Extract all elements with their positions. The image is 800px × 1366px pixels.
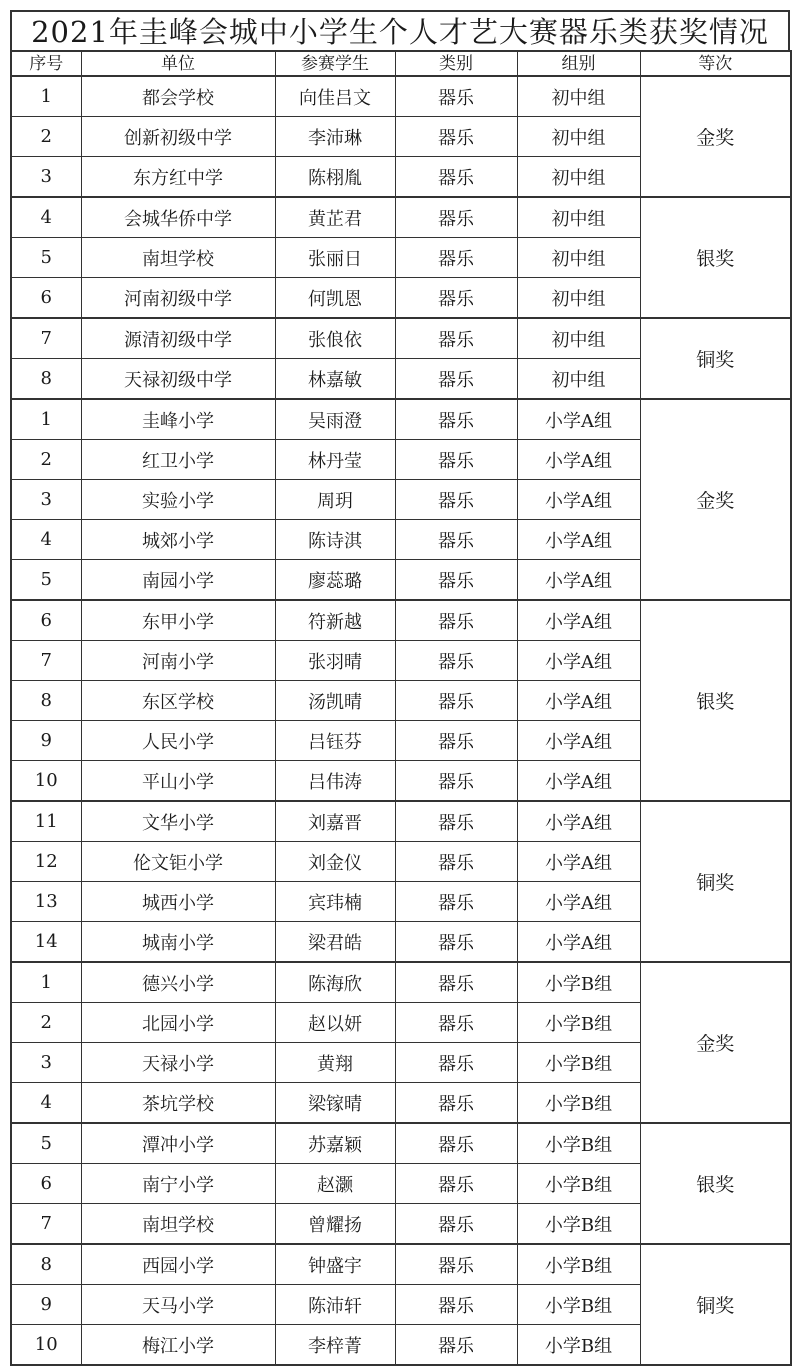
row-student: 梁镓晴 [275,1083,395,1124]
row-student: 刘金仪 [275,842,395,882]
row-group: 小学B组 [517,962,640,1003]
table-row [11,962,791,1003]
row-student: 陈沛轩 [275,1285,395,1325]
row-group: 初中组 [517,157,640,198]
row-unit: 天禄小学 [81,1043,275,1083]
row-category: 器乐 [395,1285,517,1325]
row-unit: 茶坑学校 [81,1083,275,1124]
row-category: 器乐 [395,318,517,359]
row-student: 张丽日 [275,238,395,278]
row-index: 1 [11,76,81,117]
row-student: 张俍依 [275,318,395,359]
row-student: 梁君皓 [275,922,395,963]
row-group: 小学A组 [517,681,640,721]
row-student: 赵以妍 [275,1003,395,1043]
row-category: 器乐 [395,1244,517,1285]
row-category: 器乐 [395,882,517,922]
row-category: 器乐 [395,600,517,641]
row-group: 小学B组 [517,1043,640,1083]
row-category: 器乐 [395,520,517,560]
row-student: 周玥 [275,480,395,520]
row-student: 宾玮楠 [275,882,395,922]
row-index: 4 [11,197,81,238]
row-student: 吕伟涛 [275,761,395,802]
row-group: 小学B组 [517,1083,640,1124]
header-student: 参赛学生 [275,51,395,76]
award-cell: 铜奖 [640,801,791,962]
row-student: 黄芷君 [275,197,395,238]
row-index: 7 [11,1204,81,1245]
row-student: 苏嘉颖 [275,1123,395,1164]
row-unit: 河南小学 [81,641,275,681]
row-category: 器乐 [395,1204,517,1245]
header-index: 序号 [11,51,81,76]
row-index: 2 [11,117,81,157]
row-student: 吴雨澄 [275,399,395,440]
row-index: 3 [11,1043,81,1083]
row-index: 6 [11,600,81,641]
row-group: 小学A组 [517,480,640,520]
row-student: 吕钰芬 [275,721,395,761]
row-student: 陈海欣 [275,962,395,1003]
row-group: 小学A组 [517,600,640,641]
table-row [11,76,791,117]
row-unit: 潭冲小学 [81,1123,275,1164]
row-student: 廖蕊璐 [275,560,395,601]
row-index: 11 [11,801,81,842]
row-group: 小学A组 [517,399,640,440]
row-category: 器乐 [395,922,517,963]
row-group: 初中组 [517,238,640,278]
row-group: 初中组 [517,197,640,238]
row-group: 小学B组 [517,1164,640,1204]
row-index: 10 [11,1325,81,1366]
header-award: 等次 [640,51,791,76]
row-index: 7 [11,641,81,681]
row-unit: 创新初级中学 [81,117,275,157]
award-cell: 银奖 [640,600,791,801]
award-sheet [10,10,790,1366]
table-row [11,318,791,359]
row-index: 1 [11,399,81,440]
row-index: 8 [11,359,81,400]
row-group: 初中组 [517,117,640,157]
row-student: 刘嘉晋 [275,801,395,842]
row-index: 5 [11,560,81,601]
row-group: 小学A组 [517,801,640,842]
row-unit: 城西小学 [81,882,275,922]
row-category: 器乐 [395,1164,517,1204]
row-unit: 南坦学校 [81,238,275,278]
row-unit: 人民小学 [81,721,275,761]
row-student: 张羽晴 [275,641,395,681]
row-group: 小学B组 [517,1244,640,1285]
page-title: 2021年圭峰会城中小学生个人才艺大赛器乐类获奖情况 [10,10,790,50]
row-group: 小学A组 [517,842,640,882]
row-group: 小学A组 [517,520,640,560]
row-unit: 源清初级中学 [81,318,275,359]
row-unit: 南宁小学 [81,1164,275,1204]
row-category: 器乐 [395,1083,517,1124]
row-index: 8 [11,681,81,721]
row-index: 10 [11,761,81,802]
row-unit: 北园小学 [81,1003,275,1043]
row-index: 2 [11,1003,81,1043]
row-index: 9 [11,721,81,761]
row-index: 1 [11,962,81,1003]
row-student: 赵灏 [275,1164,395,1204]
row-group: 小学B组 [517,1285,640,1325]
row-student: 黄翔 [275,1043,395,1083]
row-category: 器乐 [395,761,517,802]
row-group: 初中组 [517,318,640,359]
table-row [11,399,791,440]
row-category: 器乐 [395,278,517,319]
row-unit: 南园小学 [81,560,275,601]
header-group: 组别 [517,51,640,76]
row-index: 9 [11,1285,81,1325]
row-group: 小学B组 [517,1204,640,1245]
row-student: 林丹莹 [275,440,395,480]
row-group: 小学A组 [517,882,640,922]
header-row [11,51,791,76]
row-index: 8 [11,1244,81,1285]
award-cell: 银奖 [640,197,791,318]
row-group: 小学B组 [517,1325,640,1366]
row-unit: 天马小学 [81,1285,275,1325]
award-cell: 金奖 [640,76,791,197]
row-unit: 都会学校 [81,76,275,117]
row-category: 器乐 [395,76,517,117]
row-category: 器乐 [395,197,517,238]
row-group: 初中组 [517,278,640,319]
row-category: 器乐 [395,359,517,400]
row-category: 器乐 [395,480,517,520]
row-group: 小学B组 [517,1123,640,1164]
row-category: 器乐 [395,721,517,761]
row-index: 12 [11,842,81,882]
row-student: 陈栩胤 [275,157,395,198]
award-cell: 金奖 [640,399,791,600]
row-student: 钟盛宇 [275,1244,395,1285]
table-row [11,1244,791,1285]
row-unit: 南坦学校 [81,1204,275,1245]
row-group: 小学A组 [517,922,640,963]
row-index: 14 [11,922,81,963]
row-unit: 东方红中学 [81,157,275,198]
row-unit: 梅江小学 [81,1325,275,1366]
row-student: 李梓菁 [275,1325,395,1366]
row-unit: 德兴小学 [81,962,275,1003]
row-index: 5 [11,1123,81,1164]
row-category: 器乐 [395,440,517,480]
row-index: 7 [11,318,81,359]
row-unit: 东区学校 [81,681,275,721]
row-index: 13 [11,882,81,922]
row-unit: 实验小学 [81,480,275,520]
row-category: 器乐 [395,801,517,842]
row-student: 何凯恩 [275,278,395,319]
header-category: 类别 [395,51,517,76]
row-category: 器乐 [395,842,517,882]
row-student: 林嘉敏 [275,359,395,400]
row-group: 小学A组 [517,721,640,761]
row-group: 初中组 [517,76,640,117]
row-unit: 平山小学 [81,761,275,802]
row-student: 曾耀扬 [275,1204,395,1245]
row-group: 小学B组 [517,1003,640,1043]
award-cell: 铜奖 [640,1244,791,1365]
row-group: 初中组 [517,359,640,400]
table-body [11,76,791,1365]
table-row [11,1123,791,1164]
row-index: 2 [11,440,81,480]
table-row [11,801,791,842]
row-unit: 红卫小学 [81,440,275,480]
table-row [11,600,791,641]
row-category: 器乐 [395,681,517,721]
row-student: 陈诗淇 [275,520,395,560]
award-cell: 银奖 [640,1123,791,1244]
row-category: 器乐 [395,1043,517,1083]
row-group: 小学A组 [517,560,640,601]
row-unit: 圭峰小学 [81,399,275,440]
row-unit: 城南小学 [81,922,275,963]
row-group: 小学A组 [517,641,640,681]
row-unit: 城郊小学 [81,520,275,560]
table-row [11,197,791,238]
row-category: 器乐 [395,238,517,278]
row-student: 符新越 [275,600,395,641]
row-unit: 西园小学 [81,1244,275,1285]
awards-table [10,50,792,1366]
row-category: 器乐 [395,399,517,440]
row-category: 器乐 [395,157,517,198]
row-category: 器乐 [395,1325,517,1366]
row-group: 小学A组 [517,440,640,480]
row-index: 5 [11,238,81,278]
row-unit: 河南初级中学 [81,278,275,319]
row-unit: 天禄初级中学 [81,359,275,400]
row-student: 向佳吕文 [275,76,395,117]
row-index: 4 [11,1083,81,1124]
row-index: 6 [11,1164,81,1204]
row-unit: 东甲小学 [81,600,275,641]
row-unit: 会城华侨中学 [81,197,275,238]
row-unit: 伦文钜小学 [81,842,275,882]
header-unit: 单位 [81,51,275,76]
row-index: 4 [11,520,81,560]
award-cell: 金奖 [640,962,791,1123]
row-index: 6 [11,278,81,319]
row-group: 小学A组 [517,761,640,802]
row-student: 汤凯晴 [275,681,395,721]
row-student: 李沛琳 [275,117,395,157]
row-category: 器乐 [395,117,517,157]
row-unit: 文华小学 [81,801,275,842]
award-cell: 铜奖 [640,318,791,399]
row-category: 器乐 [395,560,517,601]
row-index: 3 [11,480,81,520]
row-index: 3 [11,157,81,198]
row-category: 器乐 [395,962,517,1003]
row-category: 器乐 [395,1003,517,1043]
row-category: 器乐 [395,641,517,681]
row-category: 器乐 [395,1123,517,1164]
